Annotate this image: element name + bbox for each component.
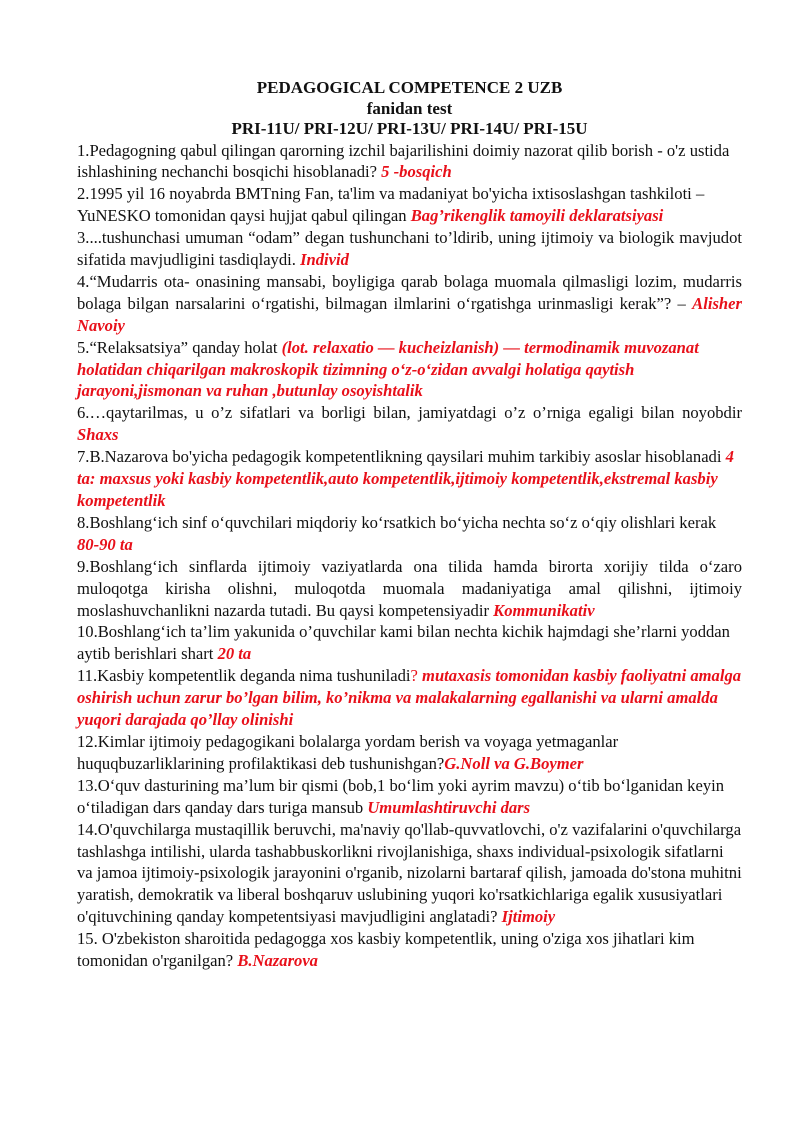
question-text: 5.“Relaksatsiya” qanday holat — [77, 337, 278, 357]
question-text: 15. O'zbekiston sharoitida pedagogga xos kasbiy kompetentlik, uning o'ziga xos jihatlari kim tomonidan o'rganilgan? — [77, 929, 695, 971]
question-10 — [77, 621, 742, 665]
question-12 — [77, 731, 742, 775]
question-2 — [77, 183, 742, 227]
document-groups: PRI-11U/ PRI-12U/ PRI-13U/ PRI-14U/ PRI-15U — [231, 119, 588, 138]
question-1 — [77, 140, 742, 184]
question-text: 7.B.Nazarova bo'yicha pedagogik kompetentlikning qaysilari muhim tarkibiy asoslar hisoblanadi — [77, 447, 722, 467]
question-text: 11.Kasbiy kompetentlik deganda nima tushuniladi — [77, 666, 411, 686]
question-4 — [77, 271, 742, 337]
answer: Shaxs — [77, 425, 119, 445]
document-page — [77, 78, 742, 972]
answer: 4 ta: maxsus yoki kasbiy kompetentlik,auto kompetentlik,ijtimoiy kompetentlik,ekstremal kasbiy kompetentlik — [77, 447, 734, 510]
question-text: 10.Boshlang‘ich ta’lim yakunida o’quvchilar kami bilan nechta kichik hajmdagi she’rlarni yoddan aytib berishlari shart — [77, 622, 730, 664]
question-text: 6.…qaytarilmas, u o’z sifatlari va borligi bilan, jamiyatdagi o’z o’rniga egaligi bilan noyobdir — [77, 403, 742, 423]
answer: G.Noll va G.Boymer — [444, 753, 584, 773]
answer: Kommunikativ — [493, 600, 595, 620]
question-14 — [77, 819, 742, 929]
question-15 — [77, 928, 742, 972]
question-3 — [77, 227, 742, 271]
answer: Alisher Navoiy — [77, 293, 742, 335]
question-text: 14.O'quvchilarga mustaqillik beruvchi, ma'naviy qo'llab-quvvatlovchi, o'z vazifalarini o'quvchilarga tashlashga intilishi, ularda tashabbuskorlikni rivojlanishiga, shaxs individual-psixologik sifatlarni va jamoa ijtimoiy-psixologik jarayonini o'rganib, nizolarni bartaraf qilish, jamoada do'stona muhitni yaratish, demokratik va liberal boshqaruv uslubining yuqori ko'rsatkichlariga egalik xususiyatlari o'qituvchining qanday kompetentsiyasi mavjudligini anglatadi? — [77, 819, 742, 927]
question-text: 13.O‘quv dasturining ma’lum bir qismi (bob,1 bo‘lim yoki ayrim mavzu) o‘tib bo‘lganidan keyin o‘tiladigan dars qanday dars turiga mansub — [77, 775, 725, 817]
answer: 5 -bosqich — [381, 162, 452, 182]
question-5 — [77, 337, 742, 403]
question-7 — [77, 446, 742, 512]
question-11 — [77, 665, 742, 731]
question-mark: ? — [410, 666, 418, 686]
question-text: 4.“Mudarris ota- onasining mansabi, boyligiga qarab bolaga muomala qilmasligi lozim, mudarris bolaga bilgan narsalarini o‘rgatishi, bilmagan ilmlarini o‘rgatishga urinmasligi kerak”? – — [77, 271, 742, 313]
answer: 80-90 ta — [77, 534, 133, 554]
question-text: 3....tushunchasi umuman “odam” degan tushunchani to’ldirib, uning ijtimoiy va biologik mavjudot sifatida mavjudligini tasdiqlaydi. — [77, 228, 742, 270]
question-8 — [77, 512, 742, 556]
answer: mutaxasis tomonidan kasbiy faoliyatni amalga oshirish uchun zarur bo’lgan bilim, ko’nikma va malakalarning egallanishi va ularni amalda yuqori darajada qo’llay olinishi — [77, 666, 742, 730]
question-13 — [77, 775, 742, 819]
answer: Bag’rikenglik tamoyili deklaratsiyasi — [410, 206, 664, 226]
document-subtitle: fanidan test — [366, 98, 453, 118]
question-text: 12.Kimlar ijtimoiy pedagogikani bolalarga yordam berish va voyaga yetmaganlar huquqbuzarliklarining profilaktikasi deb tushunishgan? — [77, 731, 619, 773]
answer: Individ — [300, 250, 349, 270]
answer: Umumlashtiruvchi dars — [367, 797, 531, 817]
question-text: 2.1995 yil 16 noyabrda BMTning Fan, ta'lim va madaniyat bo'yicha ixtisoslashgan tashkiloti – YuNESKO tomonidan qaysi hujjat qabul qilingan — [77, 184, 705, 226]
answer: Ijtimoiy — [501, 907, 556, 927]
question-text: 8.Boshlang‘ich sinf o‘quvchilari miqdoriy ko‘rsatkich bo‘yicha nechta so‘z o‘qiy olishlari kerak — [77, 512, 717, 532]
question-6 — [77, 402, 742, 446]
answer: 20 ta — [217, 644, 252, 664]
answer: (lot. relaxatio — kucheizlanish) — termodinamik muvozanat holatidan chiqarilgan makroskopik tizimning o‘z-o‘zidan avvalgi holatiga qaytish jarayoni,jismonan va ruhan ,butunlay osoyishtalik — [77, 337, 699, 401]
question-text: 9.Boshlang‘ich sinflarda ijtimoiy vaziyatlarda ona tilida hamda birorta xorijiy tilda o‘zaro muloqotga kirisha olishni, muloqotda muomala madaniyatiga amal qilishni, ijtimoiy moslashuvchanlikni nazarda tutadi. Bu qaysi kompetensiyadir — [77, 556, 742, 620]
answer: B.Nazarova — [237, 951, 318, 971]
question-9 — [77, 556, 742, 622]
document-title: PEDAGOGICAL COMPETENCE 2 UZB — [256, 78, 563, 97]
question-text: 1.Pedagogning qabul qilingan qarorning izchil bajarilishini doimiy nazorat qilib borish - o'z ustida ishlashining nechanchi bosqichi hisoblanadi? — [77, 140, 730, 182]
